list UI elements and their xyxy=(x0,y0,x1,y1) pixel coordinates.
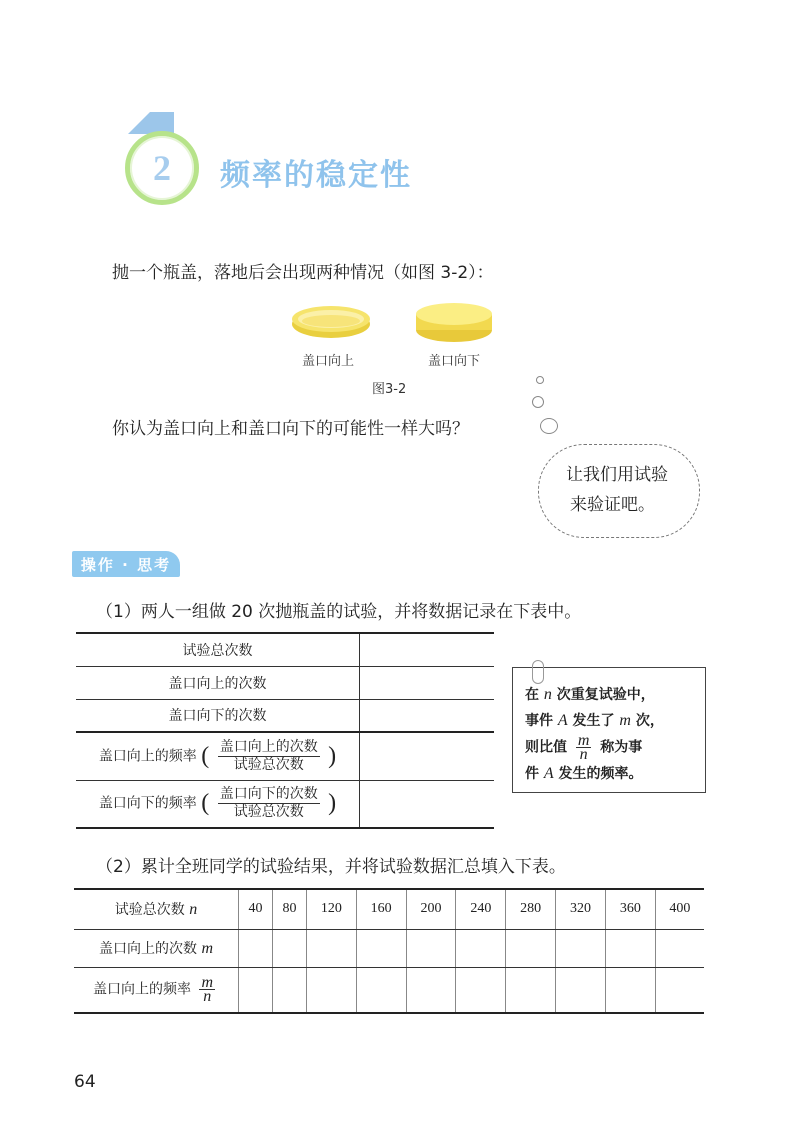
count-cell: 240 xyxy=(456,889,506,929)
definition-note xyxy=(512,667,706,793)
bubble-dot-small xyxy=(536,376,544,384)
summary-table xyxy=(74,888,704,1014)
bubble-dot-medium xyxy=(532,396,544,408)
paren-close: ) xyxy=(328,790,337,817)
table-header-cell: 盖口向上的次数 m xyxy=(74,929,239,967)
fraction-denominator: 试验总次数 xyxy=(233,756,304,773)
cap-up-illustration xyxy=(290,302,372,344)
note-line-3: 则比值 $\frac{m}{n}$ 称为事 xyxy=(525,732,643,763)
count-cell: 40 xyxy=(239,889,273,929)
table-header-cell: 试验总次数 n xyxy=(74,889,239,929)
count-cell: 200 xyxy=(406,889,456,929)
bubble-text xyxy=(566,460,668,520)
row-label: 盖口向上的频率 xyxy=(98,748,197,765)
table-input-cell[interactable] xyxy=(360,732,495,780)
paren-close: ) xyxy=(328,742,337,769)
count-cell: 400 xyxy=(655,889,704,929)
count-cell: 360 xyxy=(605,889,655,929)
table-input-cell[interactable] xyxy=(360,633,495,666)
table-header-cell: 盖口向上的频率 $\frac{m}{n}$ xyxy=(74,967,239,1013)
row-label: 盖口向下的频率 xyxy=(98,795,197,812)
step-1-text: （1）两人一组做 20 次抛瓶盖的试验，并将数据记录在下表中。 xyxy=(96,602,582,622)
cap-down-illustration xyxy=(414,300,494,346)
intro-text: 抛一个瓶盖，落地后会出现两种情况（如图 3-2）： xyxy=(112,263,494,283)
paperclip-icon xyxy=(532,660,544,684)
table-input-cell[interactable] xyxy=(239,929,273,967)
table-row xyxy=(76,780,494,828)
header-tab-decoration xyxy=(128,112,150,134)
fraction-numerator: 盖口向上的次数 xyxy=(219,738,318,755)
count-cell: 80 xyxy=(272,889,306,929)
bubble-dot-large xyxy=(540,418,558,434)
bubble-line-1: 让我们用试验 xyxy=(566,465,668,485)
table-row xyxy=(76,666,494,699)
table-input-cell[interactable] xyxy=(360,666,495,699)
table-input-cell[interactable] xyxy=(506,929,556,967)
table-input-cell[interactable] xyxy=(272,929,306,967)
section-tag: 操作 · 思考 xyxy=(72,551,180,577)
table-input-cell[interactable] xyxy=(406,929,456,967)
table-row xyxy=(76,732,494,780)
table-row xyxy=(76,699,494,732)
table-input-cell[interactable] xyxy=(239,967,273,1013)
table-row xyxy=(74,889,704,929)
question-text: 你认为盖口向上和盖口向下的可能性一样大吗？ xyxy=(112,419,469,439)
table-input-cell[interactable] xyxy=(456,929,506,967)
count-cell: 280 xyxy=(506,889,556,929)
cap-down-label: 盖口向下 xyxy=(428,354,481,369)
fraction-denominator: 试验总次数 xyxy=(233,804,304,821)
cap-up-label: 盖口向上 xyxy=(302,354,355,369)
table-input-cell[interactable] xyxy=(356,967,406,1013)
table-input-cell[interactable] xyxy=(406,967,456,1013)
table-input-cell[interactable] xyxy=(356,929,406,967)
page-number: 64 xyxy=(74,1072,96,1092)
table-input-cell[interactable] xyxy=(556,929,606,967)
section-number: 2 xyxy=(153,148,171,188)
table-input-cell[interactable] xyxy=(456,967,506,1013)
table-input-cell[interactable] xyxy=(605,967,655,1013)
bubble-line-2: 来验证吧。 xyxy=(570,495,655,515)
table-cell xyxy=(76,732,360,780)
count-cell: 320 xyxy=(556,889,606,929)
note-fraction: $\frac{m}{n}$ xyxy=(577,732,590,763)
fraction-numerator: 盖口向下的次数 xyxy=(219,786,318,803)
table-input-cell[interactable] xyxy=(605,929,655,967)
count-cell: 120 xyxy=(306,889,356,929)
table-input-cell[interactable] xyxy=(360,780,495,828)
paren-open: ( xyxy=(201,742,210,769)
table-row xyxy=(76,633,494,666)
table-cell: 试验总次数 xyxy=(76,633,360,666)
figure-caption: 图3-2 xyxy=(372,382,407,397)
count-cell: 160 xyxy=(356,889,406,929)
table-input-cell[interactable] xyxy=(306,929,356,967)
paren-open: ( xyxy=(201,790,210,817)
frequency-fraction: $\frac{m}{n}$ xyxy=(201,974,213,1006)
table-cell xyxy=(76,780,360,828)
fraction xyxy=(218,739,320,774)
note-line-4: 件 A 发生的频率。 xyxy=(525,765,643,782)
table-cell: 盖口向上的次数 xyxy=(76,666,360,699)
table-input-cell[interactable] xyxy=(360,699,495,732)
note-line-2: 事件 A 发生了 m 次， xyxy=(525,712,664,729)
table-row xyxy=(74,967,704,1013)
table-cell: 盖口向下的次数 xyxy=(76,699,360,732)
table-input-cell[interactable] xyxy=(655,967,704,1013)
section-number-badge xyxy=(125,131,199,205)
table-input-cell[interactable] xyxy=(306,967,356,1013)
fraction xyxy=(218,786,320,821)
section-title: 频率的稳定性 xyxy=(220,158,412,193)
table-input-cell[interactable] xyxy=(556,967,606,1013)
step-2-text: （2）累计全班同学的试验结果，并将试验数据汇总填入下表。 xyxy=(96,857,566,877)
table-row xyxy=(74,929,704,967)
note-line-1: 在 n 次重复试验中， xyxy=(525,686,655,703)
table-input-cell[interactable] xyxy=(655,929,704,967)
record-table xyxy=(76,632,494,829)
table-input-cell[interactable] xyxy=(272,967,306,1013)
table-input-cell[interactable] xyxy=(506,967,556,1013)
